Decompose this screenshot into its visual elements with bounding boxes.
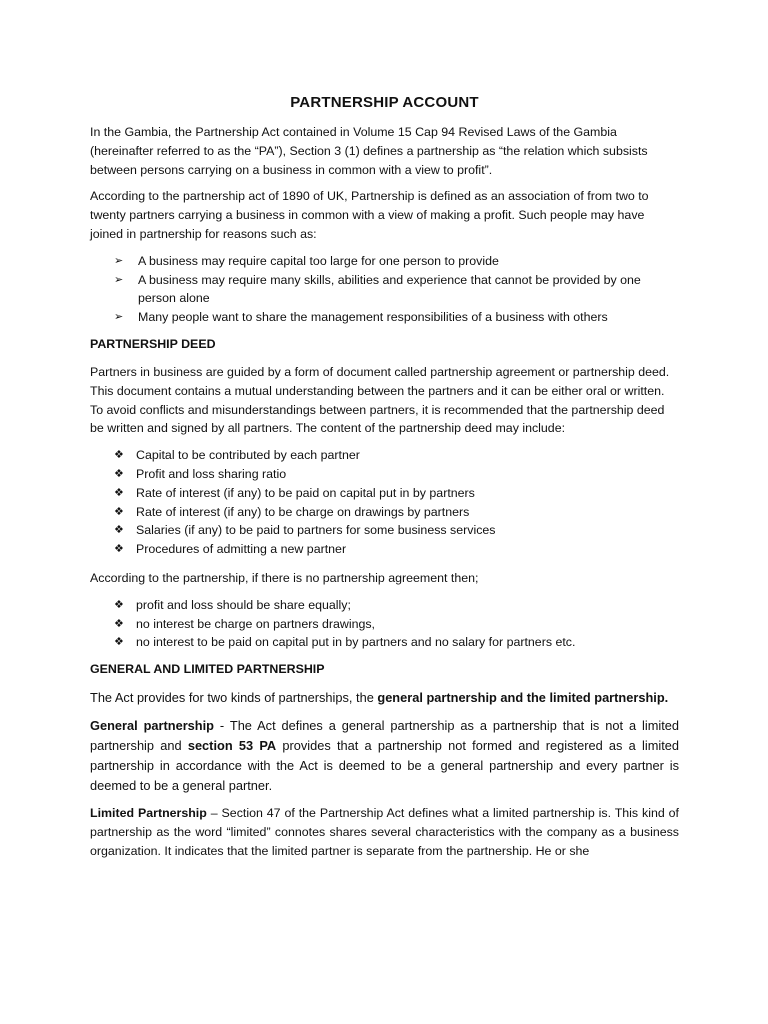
- diamond-bullet-icon: ❖: [114, 598, 124, 611]
- list-item: ❖ Procedures of admitting a new partner: [90, 540, 679, 559]
- arrow-bullet-icon: ➢: [114, 273, 124, 286]
- list-item: ❖ no interest to be paid on capital put in by partners and no salary for partners etc.: [90, 633, 679, 652]
- two-kinds-paragraph: The Act provides for two kinds of partnerships, the general partnership and the limited partnership.: [90, 690, 669, 706]
- list-item: ❖ Capital to be contributed by each partner: [90, 446, 679, 465]
- diamond-bullet-icon: ❖: [114, 486, 124, 499]
- section-heading-general-limited: GENERAL AND LIMITED PARTNERSHIP: [90, 662, 325, 677]
- page-title: PARTNERSHIP ACCOUNT: [290, 94, 479, 111]
- general-partnership-label: General partnership: [90, 718, 214, 734]
- list-item: ➢ A business may require many skills, abilities and experience that cannot be provided by one person alone: [114, 272, 641, 306]
- diamond-bullet-icon: ❖: [114, 636, 124, 649]
- deed-paragraph: Partners in business are guided by a form of document called partnership agreement or partnership deed. This document contains a mutual understanding between the partners and it can be either oral or written. To avoid conflicts and misunderstandings between partners, it is recommended that the partnership deed be written and signed by all partners. The content of the partnership deed may include:: [90, 364, 670, 436]
- list-item: ➢ A business may require capital too large for one person to provide: [90, 252, 679, 271]
- arrow-bullet-icon: ➢: [114, 311, 124, 324]
- section-heading-deed: PARTNERSHIP DEED: [90, 336, 216, 351]
- list-item: ❖ profit and loss should be share equally;: [90, 596, 679, 615]
- diamond-bullet-icon: ❖: [114, 524, 124, 537]
- diamond-bullet-icon: ❖: [114, 543, 124, 556]
- list-item: ❖ Salaries (if any) to be paid to partners for some business services: [90, 521, 679, 540]
- diamond-bullet-icon: ❖: [114, 617, 124, 630]
- reasons-list: [90, 252, 679, 327]
- list-item: ❖ Profit and loss sharing ratio: [90, 465, 679, 484]
- intro-paragraph-1: In the Gambia, the Partnership Act contained in Volume 15 Cap 94 Revised Laws of the Gambia (hereinafter referred to as the “PA”), Section 3 (1) defines a partnership as “the relation which subsists between persons carrying on a business in common with a view to profit”.: [90, 125, 648, 177]
- list-item: ❖ Rate of interest (if any) to be charge on drawings by partners: [90, 503, 679, 522]
- two-kinds-bold: general partnership and the limited partnership.: [377, 690, 669, 706]
- arrow-bullet-icon: ➢: [114, 254, 124, 267]
- list-item: ❖ Rate of interest (if any) to be paid on capital put in by partners: [90, 484, 679, 503]
- limited-partnership-label: Limited Partnership: [90, 806, 207, 821]
- no-agreement-paragraph: According to the partnership, if there is no partnership agreement then;: [90, 570, 479, 585]
- diamond-bullet-icon: ❖: [114, 449, 124, 462]
- list-item: ➢ Many people want to share the management responsibilities of a business with others: [90, 308, 679, 327]
- list-item: ❖ no interest be charge on partners drawings,: [90, 615, 679, 634]
- diamond-bullet-icon: ❖: [114, 467, 124, 480]
- deed-contents-list: [90, 446, 679, 559]
- general-partnership-paragraph: General partnership - The Act defines a general partnership as a partnership that is not a limited partnership and section 53 PA provides that a partnership not formed and registered as a limited partnership in accordance with the Act is deemed to be a general partnership and every partner is deemed to be a general partner.: [90, 718, 679, 794]
- intro-paragraph-2: According to the partnership act of 1890 of UK, Partnership is defined as an association of from two to twenty partners carrying a business in common with a view of making a profit. Such people may have joined in partnership for reasons such as:: [90, 189, 649, 241]
- section-53-reference: section 53 PA: [187, 738, 277, 754]
- no-agreement-list: [90, 596, 679, 652]
- diamond-bullet-icon: ❖: [114, 505, 124, 518]
- limited-partnership-paragraph: Limited Partnership – Section 47 of the Partnership Act defines what a limited partnership is. This kind of partnership as the word “limited” connotes shares several characteristics with the company as a business organization. It indicates that the limited partner is separate from the partnership. He or she: [90, 806, 679, 858]
